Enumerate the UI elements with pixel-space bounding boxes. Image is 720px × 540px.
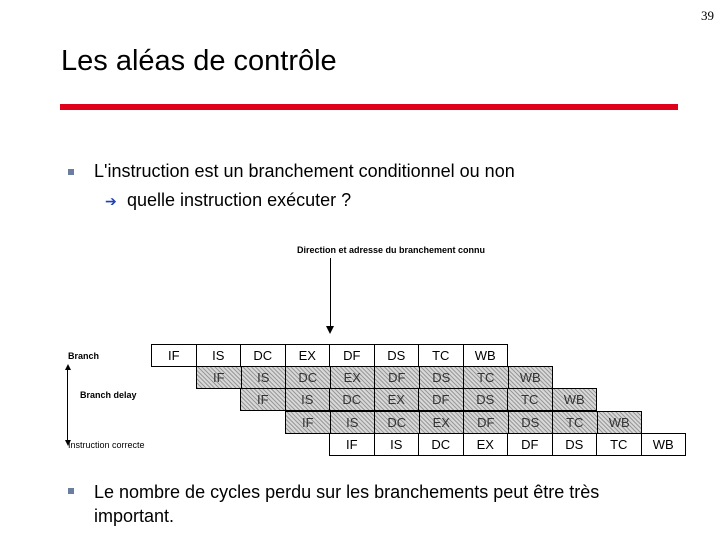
pipeline-row-delay-2 [241, 388, 597, 410]
pipeline-row-delay-3 [286, 411, 642, 433]
stage-cell: EX [285, 344, 331, 367]
pipeline-row-branch [152, 344, 508, 366]
stage-cell: TC [463, 366, 509, 389]
annotation-arrow-line [330, 258, 331, 328]
stage-cell: TC [552, 411, 598, 434]
stage-cell: DF [374, 366, 420, 389]
stage-cell: WB [508, 366, 554, 389]
slide-title: Les aléas de contrôle [61, 45, 337, 77]
stage-cell: IS [196, 344, 242, 367]
stage-cell: TC [418, 344, 464, 367]
stage-cell: TC [507, 388, 553, 411]
stage-cell: IS [285, 388, 331, 411]
arrow-down-icon [326, 326, 334, 334]
title-underline [60, 104, 678, 110]
diagram-annotation: Direction et adresse du branchement connu [297, 245, 486, 255]
stage-cell: DF [507, 433, 553, 456]
stage-cell: IF [151, 344, 197, 367]
arrow-down-icon [65, 440, 71, 446]
arrow-up-icon [65, 364, 71, 370]
stage-cell: DC [240, 344, 286, 367]
stage-cell: DS [508, 411, 554, 434]
pipeline-row-delay-1 [197, 366, 553, 388]
stage-cell: WB [463, 344, 509, 367]
bullet-square-icon [68, 488, 74, 494]
stage-cell: DS [463, 388, 509, 411]
stage-cell: DF [329, 344, 375, 367]
stage-cell: WB [552, 388, 598, 411]
stage-cell: EX [330, 366, 376, 389]
stage-cell: EX [374, 388, 420, 411]
stage-cell: DC [285, 366, 331, 389]
stage-cell: IS [330, 411, 376, 434]
stage-cell: WB [597, 411, 643, 434]
stage-cell: IS [374, 433, 420, 456]
stage-cell: IF [240, 388, 286, 411]
stage-cell: WB [641, 433, 687, 456]
delay-range-line [67, 368, 68, 444]
page-number: 39 [701, 8, 714, 23]
bullet-text: Le nombre de cycles perdu sur les branchements peut être très important. [94, 482, 600, 526]
stage-cell: DC [374, 411, 420, 434]
stage-cell: IS [241, 366, 287, 389]
bullet-square-icon [68, 169, 74, 175]
label-branch: Branch [68, 351, 100, 361]
stage-cell: DS [419, 366, 465, 389]
stage-cell: DF [463, 411, 509, 434]
stage-cell: DS [374, 344, 420, 367]
stage-cell: DF [418, 388, 464, 411]
label-branch-delay: Branch delay [80, 390, 137, 400]
stage-cell: DC [329, 388, 375, 411]
label-instruction-correcte: Instruction correcte [68, 440, 145, 450]
stage-cell: DC [418, 433, 464, 456]
stage-cell: IF [329, 433, 375, 456]
stage-cell: DS [552, 433, 598, 456]
stage-cell: EX [419, 411, 465, 434]
stage-cell: IF [196, 366, 242, 389]
arrow-right-icon: ➔ [105, 193, 117, 209]
pipeline-row-correct [330, 433, 686, 455]
stage-cell: IF [285, 411, 331, 434]
stage-cell: EX [463, 433, 509, 456]
bullet-text: L'instruction est un branchement conditionnel ou non [94, 161, 515, 181]
stage-cell: TC [596, 433, 642, 456]
sub-bullet-text: quelle instruction exécuter ? [127, 190, 352, 210]
